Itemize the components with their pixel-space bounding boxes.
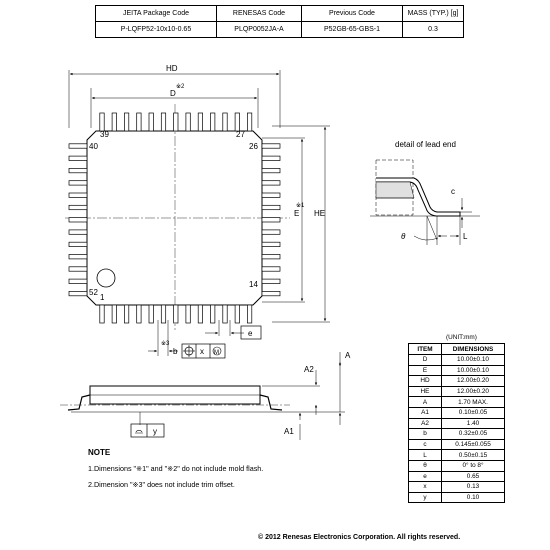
l-label: L: [463, 232, 468, 241]
dimension-row: [409, 386, 505, 397]
dimension-item: HE: [409, 386, 442, 397]
dimension-row: [409, 365, 505, 376]
pin-27-label: 27: [236, 130, 245, 139]
leads-top: [100, 113, 252, 131]
dimension-value: 1.40: [442, 418, 505, 429]
dimension-value: 0.50±0.15: [442, 450, 505, 461]
m-label: M: [214, 350, 219, 356]
dimension-item: L: [409, 450, 442, 461]
flatness-frame: [131, 424, 164, 437]
lead: [161, 113, 165, 131]
lead: [69, 255, 87, 259]
pin-39-label: 39: [100, 130, 109, 139]
lead: [262, 291, 280, 295]
e-mark-label: ※1: [296, 203, 305, 209]
lead: [223, 305, 227, 323]
lead: [149, 113, 153, 131]
dimension-item: A: [409, 397, 442, 408]
lead: [69, 279, 87, 283]
dimension-row: [409, 407, 505, 418]
lead: [235, 305, 239, 323]
dimension-value: 0.32±0.05: [442, 429, 505, 440]
lead: [100, 113, 104, 131]
pin-26-label: 26: [249, 142, 258, 151]
lead: [69, 205, 87, 209]
a1-label: A1: [284, 427, 294, 436]
a2-label: A2: [304, 365, 314, 374]
dimension-value: 0.145±0.055: [442, 439, 505, 450]
x-label: x: [200, 347, 204, 356]
pin-52-label: 52: [89, 288, 98, 297]
side-leads: [68, 395, 282, 410]
lead: [247, 305, 251, 323]
value-jeita: P-LQFP52-10x10-0.65: [96, 22, 217, 38]
lead: [149, 305, 153, 323]
c-label: c: [451, 187, 455, 196]
lead: [69, 218, 87, 222]
dimension-item: D: [409, 355, 442, 366]
dimension-value: 0.65: [442, 471, 505, 482]
lead: [161, 305, 165, 323]
dimension-value: 10.00±0.10: [442, 365, 505, 376]
dimension-item: HD: [409, 376, 442, 387]
lead: [262, 168, 280, 172]
d-mark-label: ※2: [176, 84, 185, 90]
header-mass: MASS (TYP.) [g]: [403, 6, 464, 22]
lead: [262, 218, 280, 222]
dimension-row: [409, 397, 505, 408]
value-mass: 0.3: [403, 22, 464, 38]
dimension-row: [409, 460, 505, 471]
note-title: NOTE: [88, 448, 111, 457]
lead: [262, 193, 280, 197]
lead: [174, 305, 178, 323]
dimension-item: x: [409, 482, 442, 493]
lead: [69, 168, 87, 172]
flatness-icon: [135, 430, 143, 433]
dim-head-value: DIMENSIONS: [442, 344, 505, 355]
pin-14-label: 14: [249, 280, 258, 289]
a-label: A: [345, 351, 351, 360]
header-previous: Previous Code: [302, 6, 403, 22]
lead: [262, 156, 280, 160]
lead: [69, 291, 87, 295]
dimension-row: [409, 471, 505, 482]
value-renesas: PLQP0052JA-A: [217, 22, 302, 38]
b-mark-label: ※3: [161, 341, 170, 347]
header-jeita: JEITA Package Code: [96, 6, 217, 22]
pin1-index-mark: [97, 269, 115, 287]
value-previous: P52GB-65-GBS-1: [302, 22, 403, 38]
lead: [69, 267, 87, 271]
dimension-item: c: [409, 439, 442, 450]
dimension-item: e: [409, 471, 442, 482]
lead: [100, 305, 104, 323]
d-label: D: [170, 89, 176, 98]
dimension-value: 0.10: [442, 492, 505, 503]
top-view: [65, 70, 330, 358]
lead: [262, 181, 280, 185]
dimension-row: [409, 418, 505, 429]
lead: [262, 255, 280, 259]
lead: [69, 181, 87, 185]
dimension-value: 10.00±0.10: [442, 355, 505, 366]
leads-bottom: [100, 305, 252, 323]
lead: [69, 156, 87, 160]
dimension-value: 1.70 MAX.: [442, 397, 505, 408]
dimension-value: 0.10±0.05: [442, 407, 505, 418]
dimension-row: [409, 376, 505, 387]
lead: [262, 230, 280, 234]
y-label: y: [153, 427, 157, 436]
lead: [262, 205, 280, 209]
side-view: [60, 352, 345, 440]
lead: [262, 242, 280, 246]
lead: [112, 305, 116, 323]
lead: [69, 193, 87, 197]
lead: [198, 113, 202, 131]
dimensions-table: [408, 343, 505, 503]
dimension-item: A2: [409, 418, 442, 429]
leads-right: [262, 144, 280, 296]
dimension-row: [409, 355, 505, 366]
lead: [124, 305, 128, 323]
dim-head-item: ITEM: [409, 344, 442, 355]
lead: [211, 113, 215, 131]
lead: [223, 113, 227, 131]
lead: [186, 113, 190, 131]
leads-left: [69, 144, 87, 296]
header-renesas: RENESAS Code: [217, 6, 302, 22]
dimension-row: [409, 439, 505, 450]
e-label: E: [294, 209, 300, 218]
he-label: HE: [314, 209, 326, 218]
pin-1-label: 1: [100, 293, 105, 302]
lead: [262, 267, 280, 271]
dimension-item: y: [409, 492, 442, 503]
lead: [262, 144, 280, 148]
dimension-value: 0° to 8°: [442, 460, 505, 471]
copyright: © 2012 Renesas Electronics Corporation. All rights reserved.: [258, 534, 461, 541]
lead: [137, 113, 141, 131]
lead: [211, 305, 215, 323]
dimension-row: [409, 429, 505, 440]
dimension-value: 12.00±0.20: [442, 376, 505, 387]
lead: [186, 305, 190, 323]
lead: [262, 279, 280, 283]
lead: [235, 113, 239, 131]
lead-detail-title: detail of lead end: [395, 140, 456, 149]
pin-40-label: 40: [89, 142, 98, 151]
lead: [124, 113, 128, 131]
theta-label: θ: [401, 232, 406, 241]
lead: [198, 305, 202, 323]
lead: [69, 230, 87, 234]
lead: [247, 113, 251, 131]
lead: [69, 144, 87, 148]
lead: [69, 242, 87, 246]
e-box-label: e: [248, 329, 253, 338]
dimension-row: [409, 492, 505, 503]
unit-label: (UNIT:mm): [446, 334, 477, 341]
b-label: b: [173, 347, 178, 356]
dimension-item: A1: [409, 407, 442, 418]
hd-label: HD: [166, 64, 178, 73]
note-line-2: 2.Dimension "※3" does not include trim offset.: [88, 480, 235, 489]
dimension-value: 12.00±0.20: [442, 386, 505, 397]
lead: [112, 113, 116, 131]
lead: [137, 305, 141, 323]
dimensions-body: [409, 355, 505, 503]
dimension-item: b: [409, 429, 442, 440]
dimension-value: 0.13: [442, 482, 505, 493]
note-line-1: 1.Dimensions "※1" and "※2" do not include mold flash.: [88, 464, 264, 473]
dimension-item: E: [409, 365, 442, 376]
dimension-row: [409, 450, 505, 461]
dimension-row: [409, 482, 505, 493]
lead: [174, 113, 178, 131]
dimension-item: θ: [409, 460, 442, 471]
